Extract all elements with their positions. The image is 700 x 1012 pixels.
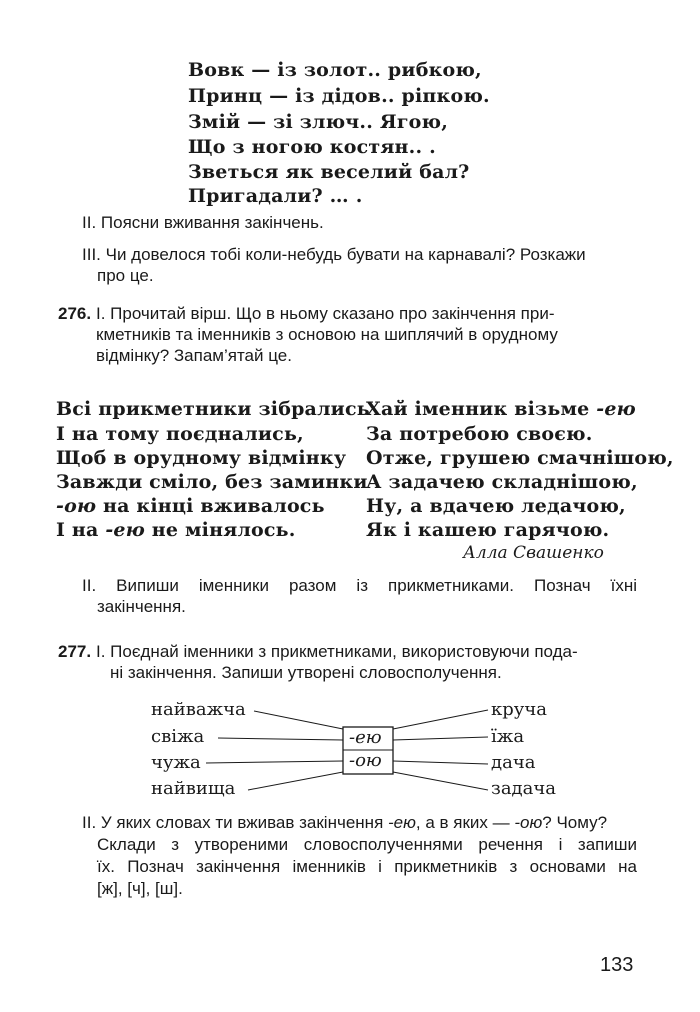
adjective-3: чужа — [151, 752, 201, 773]
noun-1: круча — [491, 699, 547, 720]
noun-2: їжа — [491, 726, 525, 747]
prev-task-item-2: II. Поясни вживання закінчень. — [82, 213, 324, 232]
task-276-item-2-line-2: закінчення. — [97, 597, 186, 616]
task-276-line-3: відмінку? Запам’ятай це. — [96, 346, 292, 365]
task-277-item-2-line-3: їх. Познач закінчення іменників і прикметників з основами на — [97, 857, 637, 876]
noun-3: дача — [491, 752, 536, 773]
noun-4: задача — [491, 778, 556, 799]
poem2-right-line-4: А задачею складнішою, — [366, 471, 638, 493]
poem-author: Алла Свашенко — [463, 543, 604, 563]
prev-task-item-3-line-1: III. Чи довелося тобі коли-небудь бувати на карнавалі? Розкажи — [82, 245, 586, 264]
task-277-number: 277. — [58, 642, 92, 661]
connector-right-4 — [393, 772, 488, 790]
poem2-left-line-4: Завжди сміло, без заминки — [56, 471, 368, 493]
connector-right-2 — [393, 737, 488, 740]
connector-left-1 — [254, 711, 343, 729]
connector-left-4 — [248, 772, 343, 790]
poem2-left-line-2: І на тому поєднались, — [56, 423, 304, 445]
task-276-line-1: І. Прочитай вірш. Що в ньому сказано про закінчення при- — [96, 304, 555, 323]
poem1-line-5: Зветься як веселий бал? — [188, 161, 470, 183]
connector-left-3 — [206, 761, 343, 763]
poem2-right-line-6: Як і кашею гарячою. — [366, 519, 610, 541]
connector-right-3 — [393, 761, 488, 764]
task-277-line-2: ні закінчення. Запиши утворені словосполучення. — [110, 663, 502, 682]
task-276-line-2: кметників та іменників з основою на шиплячий в орудному — [96, 325, 558, 344]
connector-right-1 — [393, 710, 488, 729]
poem1-line-3: Змій — зі злюч.. Ягою, — [188, 111, 449, 133]
task-276-item-2-line-1: II. Випиши іменники разом із прикметниками. Познач їхні — [82, 576, 637, 595]
task-277-item-2-line-4: [ж], [ч], [ш]. — [97, 879, 183, 898]
ending-eyu: -ею — [596, 398, 636, 420]
box-ending-oyu: -ою — [349, 750, 382, 771]
connector-left-2 — [218, 738, 343, 740]
poem2-left-line-5: -ою на кінці вживалось — [56, 495, 325, 517]
task-277-item-2-line-2: Склади з утвореними словосполученнями речення і запиши — [97, 835, 637, 854]
page-number: 133 — [600, 954, 634, 976]
ending-oyu: -ою — [56, 495, 97, 517]
poem2-right-line-5: Ну, а вдачею ледачою, — [366, 495, 626, 517]
task-276-number: 276. — [58, 304, 92, 323]
prev-task-item-3-line-2: про це. — [97, 266, 154, 285]
box-ending-eyu: -ею — [349, 727, 382, 748]
poem1-line-2: Принц — із дідов.. ріпкою. — [188, 85, 490, 107]
poem1-line-1: Вовк — із золот.. рибкою, — [188, 59, 482, 81]
poem2-left-line-1: Всі прикметники зібрались — [56, 398, 370, 420]
ending-eyu: -ею — [105, 519, 145, 541]
poem1-line-4: Що з ногою костян.. . — [188, 136, 436, 158]
adjective-2: свіжа — [151, 726, 205, 747]
adjective-1: найважча — [151, 699, 246, 720]
poem2-right-line-2: За потребою своєю. — [366, 423, 593, 445]
adjective-4: найвища — [151, 778, 236, 799]
poem1-line-6: Пригадали? … . — [188, 185, 363, 207]
task-277-line-1: І. Поєднай іменники з прикметниками, використовуючи пода- — [96, 642, 578, 661]
poem2-right-line-1: Хай іменник візьме -ею — [366, 398, 636, 420]
task-277-item-2-line-1: II. У яких словах ти вживав закінчення -ею, а в яких — -ою? Чому? — [82, 813, 608, 832]
poem2-left-line-6: І на -ею не мінялось. — [56, 519, 296, 541]
poem2-right-line-3: Отже, грушею смачнішою, — [366, 447, 674, 469]
poem2-left-line-3: Щоб в орудному відмінку — [56, 447, 347, 469]
